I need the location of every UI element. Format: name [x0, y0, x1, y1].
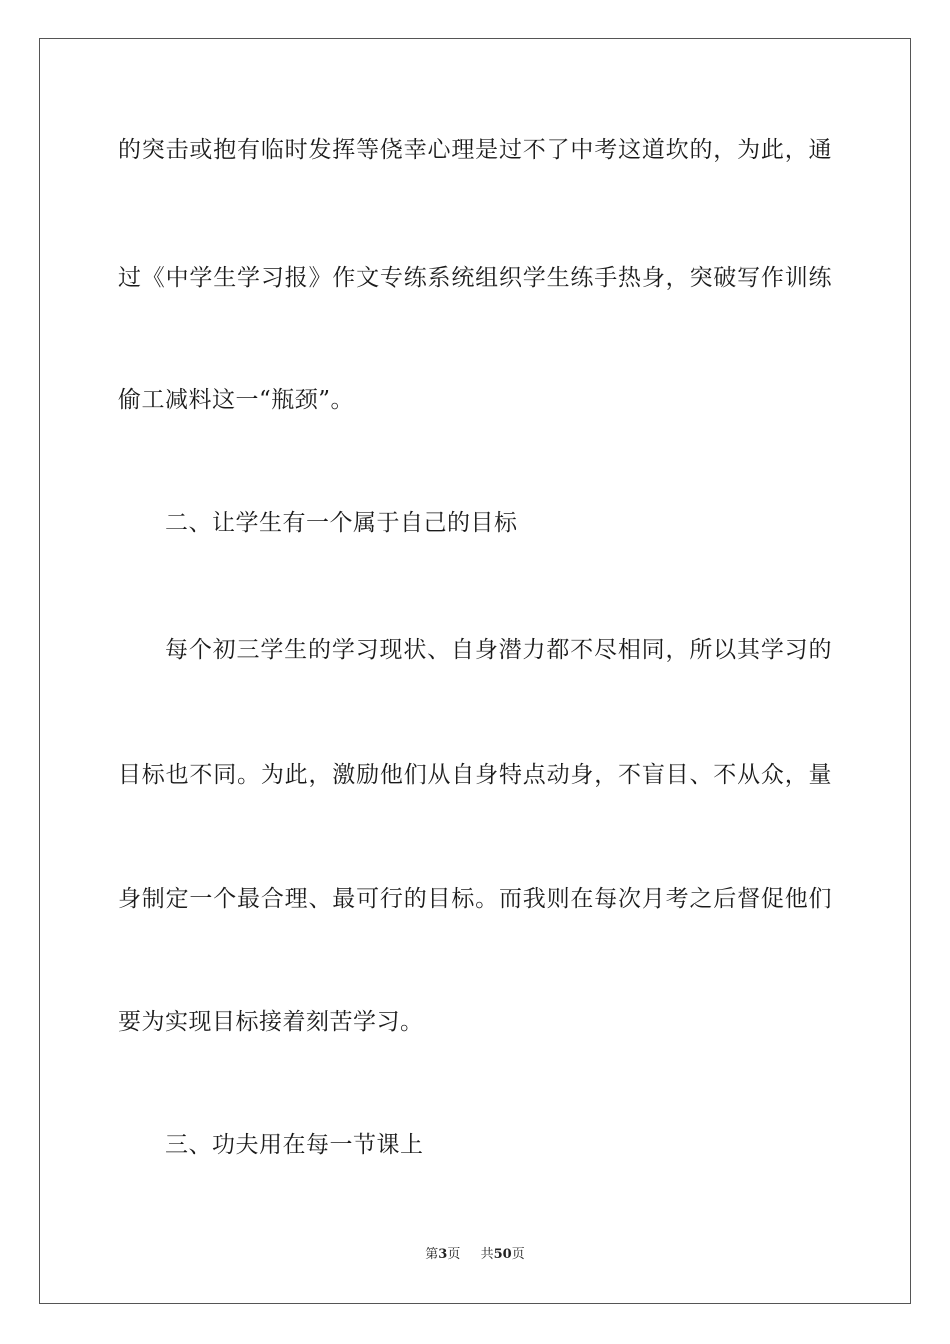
body-text-line-8: 要为实现目标接着刻苦学习。 [118, 1009, 424, 1035]
current-page-number: 3 [438, 1247, 448, 1262]
body-text-line-7: 身制定一个最合理、最可行的目标。而我则在每次月考之后督促他们 [118, 886, 832, 912]
section-heading-2: 二、让学生有一个属于自己的目标 [165, 510, 518, 536]
body-text-line-1: 的突击或抱有临时发挥等侥幸心理是过不了中考这道坎的，为此，通 [118, 137, 832, 163]
section-heading-3: 三、功夫用在每一节课上 [165, 1132, 424, 1158]
total-pages-number: 50 [493, 1247, 512, 1262]
page-border [39, 38, 911, 1304]
total-prefix: 共 [480, 1247, 494, 1262]
body-text-line-5: 每个初三学生的学习现状、自身潜力都不尽相同，所以其学习的 [165, 637, 832, 663]
total-suffix: 页 [511, 1247, 525, 1262]
page-suffix: 页 [447, 1247, 461, 1262]
page-footer [0, 1246, 950, 1264]
body-text-line-6: 目标也不同。为此，激励他们从自身特点动身，不盲目、不从众，量 [118, 762, 832, 788]
body-text-line-2: 过《中学生学习报》作文专练系统组织学生练手热身，突破写作训练 [118, 265, 832, 291]
page-prefix: 第 [425, 1247, 439, 1262]
body-text-line-3: 偷工减料这一“瓶颈”。 [118, 387, 355, 413]
